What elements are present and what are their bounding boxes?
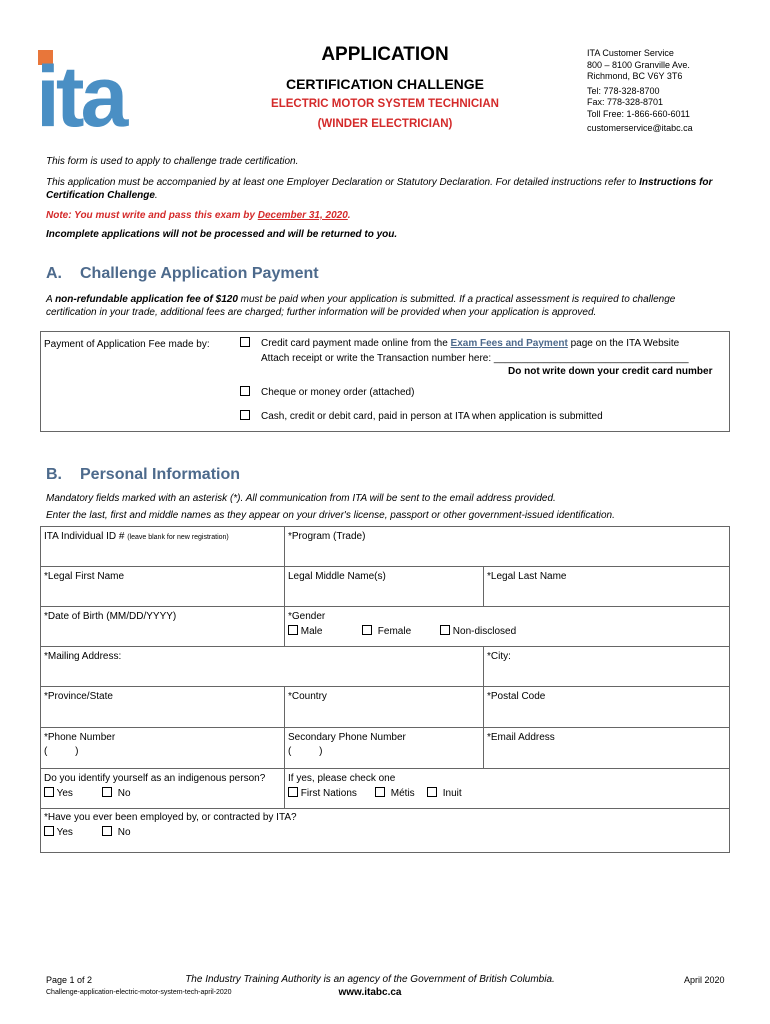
contact-tel: Tel: 778-328-8700	[587, 85, 660, 96]
section-b-letter: B.	[46, 466, 62, 483]
desc-prefix: A	[46, 294, 56, 305]
deadline-note-text: Note: You must write and pass this exam by	[46, 210, 258, 221]
employed-no-checkbox[interactable]	[102, 826, 112, 836]
instructions-ref: Instructions for	[639, 177, 713, 188]
employed-yes-option[interactable]	[44, 826, 73, 838]
employed-yes-checkbox[interactable]	[44, 826, 54, 836]
gender-male-checkbox[interactable]	[288, 625, 298, 635]
instructions-ref-2: Certification Challenge	[46, 190, 155, 201]
website-link[interactable]: www.itabc.ca	[338, 987, 402, 998]
fee-amount: non-refundable application fee of $120	[55, 294, 238, 305]
trade-name: ELECTRIC MOTOR SYSTEM TECHNICIAN	[271, 98, 499, 110]
cheque-label: Cheque or money order (attached)	[261, 387, 415, 398]
ita-logo	[36, 50, 148, 130]
col-divider	[284, 526, 285, 566]
ita-employed-question: *Have you ever been employed by, or contracted by ITA?	[44, 812, 297, 823]
period: .	[154, 190, 158, 201]
page-number: Page 1 of 2	[46, 975, 93, 985]
col-divider	[483, 686, 484, 768]
payment-option-online-text	[261, 338, 679, 349]
inuit-checkbox[interactable]	[427, 787, 437, 797]
indigenous-question: Do you identify yourself as an indigenous person?	[44, 773, 266, 784]
desc-text: must be paid when your application is submitted. If a practical assessment is required to challenge	[237, 294, 676, 305]
employed-no-option[interactable]	[102, 826, 131, 838]
indigenous-no-checkbox[interactable]	[102, 787, 112, 797]
dob-field[interactable]: *Date of Birth (MM/DD/YYYY)	[44, 611, 177, 622]
gender-nd-checkbox[interactable]	[440, 625, 450, 635]
section-a-description	[46, 293, 746, 319]
if-yes-label: If yes, please check one	[288, 773, 396, 784]
metis-checkbox[interactable]	[375, 787, 385, 797]
email-field[interactable]: *Email Address	[487, 732, 555, 743]
first-nations-option[interactable]	[288, 787, 357, 799]
row-divider	[40, 606, 730, 607]
agency-statement: The Industry Training Authority is an agency of the Government of British Columbia.	[185, 974, 555, 985]
employed-yes-label: Yes	[56, 827, 73, 838]
row-divider	[40, 566, 730, 567]
ita-id-label: ITA Individual ID #	[44, 531, 125, 542]
row-divider	[40, 808, 730, 809]
in-person-checkbox-wrap	[240, 410, 250, 422]
names-note: Enter the last, first and middle names as they appear on your driver's license, passport or other government-issued identification.	[46, 510, 615, 521]
incomplete-warning: Incomplete applications will not be processed and will be returned to you.	[46, 229, 398, 240]
payment-label: Payment of Application Fee made by:	[44, 339, 210, 350]
deadline-date: December 31, 2020	[257, 210, 348, 221]
col-divider	[284, 686, 285, 808]
city-field[interactable]: *City:	[487, 651, 511, 662]
row-divider	[40, 727, 730, 728]
form-date: April 2020	[684, 975, 725, 985]
deadline-note	[46, 209, 351, 222]
ita-id-field[interactable]	[44, 531, 229, 542]
gender-female-label: Female	[377, 626, 412, 637]
period: .	[347, 210, 351, 221]
cheque-checkbox-wrap	[240, 386, 250, 398]
trade-name-alt: (WINDER ELECTRICIAN)	[317, 118, 453, 130]
program-field[interactable]: *Program (Trade)	[288, 531, 366, 542]
contact-name: ITA Customer Service	[587, 48, 674, 58]
col-divider	[483, 566, 484, 606]
middle-name-field[interactable]: Legal Middle Name(s)	[288, 571, 386, 582]
country-field[interactable]: *Country	[288, 691, 327, 702]
inuit-option[interactable]	[427, 787, 462, 799]
cheque-checkbox[interactable]	[240, 386, 250, 396]
in-person-label: Cash, credit or debit card, paid in person at ITA when application is submitted	[261, 411, 603, 422]
section-a-heading	[46, 265, 319, 283]
intro-declaration	[46, 176, 736, 202]
section-b-title: Personal Information	[80, 466, 241, 483]
indigenous-yes-checkbox[interactable]	[44, 787, 54, 797]
online-text-end: page on the ITA Website	[567, 338, 680, 349]
section-a-title: Challenge Application Payment	[80, 265, 319, 282]
payment-option-online	[240, 337, 250, 349]
mandatory-note: Mandatory fields marked with an asterisk (*). All communication from ITA will be sent to the email address provided.	[46, 493, 556, 504]
credit-card-online-checkbox[interactable]	[240, 337, 250, 347]
first-nations-label: First Nations	[300, 788, 357, 799]
phone2-field[interactable]: ( )	[288, 746, 323, 757]
gender-label: *Gender	[288, 611, 326, 622]
section-b-heading	[46, 466, 240, 484]
phone-field[interactable]: ( )	[44, 746, 79, 757]
gender-male-option[interactable]	[288, 625, 322, 637]
indigenous-yes-label: Yes	[56, 788, 73, 799]
row-divider	[40, 646, 730, 647]
metis-option[interactable]	[375, 787, 415, 799]
contact-email[interactable]: customerservice@itabc.ca	[587, 123, 693, 133]
exam-fees-link[interactable]: Exam Fees and Payment	[450, 338, 568, 349]
indigenous-no-label: No	[117, 788, 131, 799]
form-id: Challenge-application-electric-motor-system-tech-april-2020	[46, 989, 232, 996]
indigenous-no-option[interactable]	[102, 787, 131, 799]
contact-address2: Richmond, BC V6Y 3T6	[587, 71, 683, 81]
first-name-field[interactable]: *Legal First Name	[44, 571, 125, 582]
gender-female-checkbox[interactable]	[362, 625, 372, 635]
contact-tollfree: Toll Free: 1-866-660-6011	[587, 108, 690, 119]
online-text: Credit card payment made online from the	[261, 338, 451, 349]
inuit-label: Inuit	[442, 788, 462, 799]
form-subtitle: CERTIFICATION CHALLENGE	[285, 76, 485, 92]
credit-card-warning: Do not write down your credit card number	[508, 366, 713, 377]
logo-text: ita	[36, 50, 125, 130]
contact-block	[587, 48, 693, 135]
mailing-address-field[interactable]: *Mailing Address:	[44, 651, 122, 662]
metis-label: Métis	[390, 788, 415, 799]
section-a-letter: A.	[46, 265, 62, 282]
contact-fax: Fax: 778-328-8701	[587, 97, 664, 107]
last-name-field[interactable]: *Legal Last Name	[487, 571, 567, 582]
row-divider	[40, 768, 730, 769]
contact-address1: 800 – 8100 Granville Ave.	[587, 59, 690, 70]
col-divider	[284, 566, 285, 646]
employed-no-label: No	[117, 827, 131, 838]
intro-line: This form is used to apply to challenge trade certification.	[46, 156, 299, 167]
transaction-number-line[interactable]: Attach receipt or write the Transaction number here: ___________________________________	[261, 353, 689, 364]
gender-nd-option[interactable]	[440, 625, 516, 637]
gender-male-label: Male	[300, 626, 323, 637]
phone2-label: Secondary Phone Number	[288, 732, 406, 743]
gender-nd-label: Non-disclosed	[452, 626, 517, 637]
phone-label: *Phone Number	[44, 732, 116, 743]
gender-female-option[interactable]	[362, 625, 411, 637]
ita-id-note: (leave blank for new registration)	[127, 534, 229, 541]
first-nations-checkbox[interactable]	[288, 787, 298, 797]
col-divider	[483, 646, 484, 686]
form-title: APPLICATION	[321, 44, 449, 65]
desc-line2: certification in your trade, additional fees are charged; further information will be provided when your application is approved.	[46, 307, 597, 318]
postal-code-field[interactable]: *Postal Code	[487, 691, 546, 702]
row-divider	[40, 686, 730, 687]
in-person-checkbox[interactable]	[240, 410, 250, 420]
indigenous-yes-option[interactable]	[44, 787, 73, 799]
intro-declaration-text: This application must be accompanied by at least one Employer Declaration or Statutory Declaration. For detailed instructions refer to	[46, 177, 640, 188]
province-field[interactable]: *Province/State	[44, 691, 113, 702]
